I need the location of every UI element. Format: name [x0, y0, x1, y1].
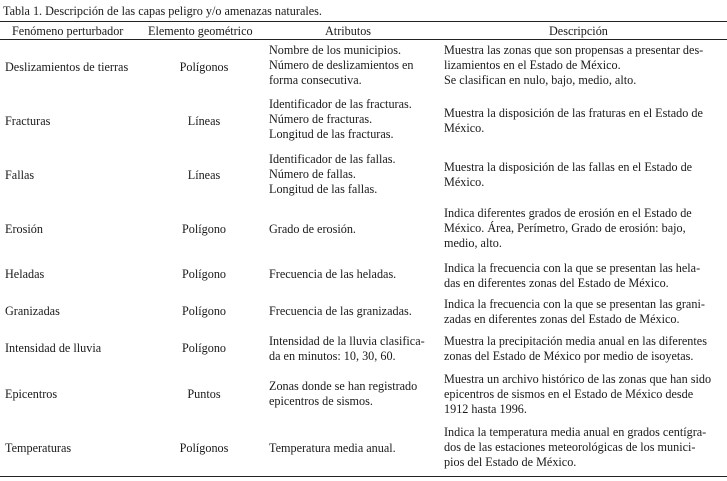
header-fenomeno: Fenómeno perturbador	[12, 24, 124, 38]
top-rule	[0, 21, 727, 22]
cell-elemento: Polígono	[181, 341, 227, 355]
cell-atributos: Grado de erosión.	[269, 222, 356, 236]
cell-descripcion: Indica la temperatura media anual en grados centígra- dos de las estaciones meteorológicas de los munici- pios del Estado de México.	[444, 425, 707, 469]
cell-atributos: Identificador de las fallas. Número de fallas. Longitud de las fallas.	[269, 152, 396, 196]
bottom-rule	[0, 476, 727, 477]
cell-atributos: Nombre de los municipios. Número de deslizamientos en forma consecutiva.	[269, 43, 414, 87]
header-elemento: Elemento geométrico	[148, 24, 253, 38]
cell-descripcion: Muestra las zonas que son propensas a presentar des- lizamientos en el Estado de México. Se clasifican en nulo, bajo, medio, alto.	[444, 43, 704, 87]
cell-fenomeno: Fallas	[5, 168, 35, 182]
table-caption: Tabla 1. Descripción de las capas peligro y/o amenazas naturales.	[3, 4, 322, 18]
cell-elemento: Polígono	[181, 304, 227, 318]
cell-fenomeno: Granizadas	[5, 304, 60, 318]
cell-atributos: Identificador de las fracturas. Número de fracturas. Longitud de las fracturas.	[269, 97, 412, 141]
cell-atributos: Frecuencia de las granizadas.	[269, 304, 412, 318]
cell-atributos: Frecuencia de las heladas.	[269, 267, 397, 281]
cell-elemento: Líneas	[187, 114, 221, 128]
cell-elemento: Polígonos	[179, 60, 229, 74]
cell-atributos: Zonas donde se han registrado epicentros de sismos.	[269, 379, 418, 408]
cell-descripcion: Muestra la disposición de las fraturas en el Estado de México.	[444, 106, 703, 135]
cell-fenomeno: Temperaturas	[5, 441, 72, 455]
cell-descripcion: Indica la frecuencia con la que se presentan las hela- das en diferentes zonas del Estado de México.	[444, 261, 701, 290]
cell-fenomeno: Epicentros	[5, 387, 58, 401]
cell-fenomeno: Heladas	[5, 267, 45, 281]
cell-atributos: Intensidad de la lluvia clasifica- da en minutos: 10, 30, 60.	[269, 334, 425, 363]
cell-elemento: Líneas	[187, 168, 221, 182]
cell-elemento: Puntos	[187, 387, 221, 401]
cell-descripcion: Muestra la precipitación media anual en las diferentes zonas del Estado de México por medio de isoyetas.	[444, 334, 707, 363]
cell-elemento: Polígono	[181, 267, 227, 281]
header-atributos: Atributos	[325, 24, 372, 38]
cell-descripcion: Indica la frecuencia con la que se presentan las grani- zadas en diferentes zonas del Estado de México.	[444, 297, 705, 326]
header-descripcion: Descripción	[549, 24, 608, 38]
cell-elemento: Polígono	[181, 222, 227, 236]
cell-descripcion: Muestra un archivo histórico de las zonas que han sido epicentros de sismos en el Estado de México desde 1912 hasta 1996.	[444, 372, 712, 416]
cell-atributos: Temperatura media anual.	[269, 441, 396, 455]
cell-fenomeno: Erosión	[5, 222, 43, 236]
cell-fenomeno: Fracturas	[5, 114, 51, 128]
cell-fenomeno: Intensidad de lluvia	[5, 341, 102, 355]
cell-elemento: Polígonos	[179, 441, 229, 455]
header-rule	[0, 39, 727, 40]
cell-descripcion: Muestra la disposición de las fallas en el Estado de México.	[444, 160, 693, 189]
cell-descripcion: Indica diferentes grados de erosión en el Estado de México. Área, Perímetro, Grado de erosión: bajo, medio, alto.	[444, 206, 692, 250]
cell-fenomeno: Deslizamientos de tierras	[5, 60, 129, 74]
